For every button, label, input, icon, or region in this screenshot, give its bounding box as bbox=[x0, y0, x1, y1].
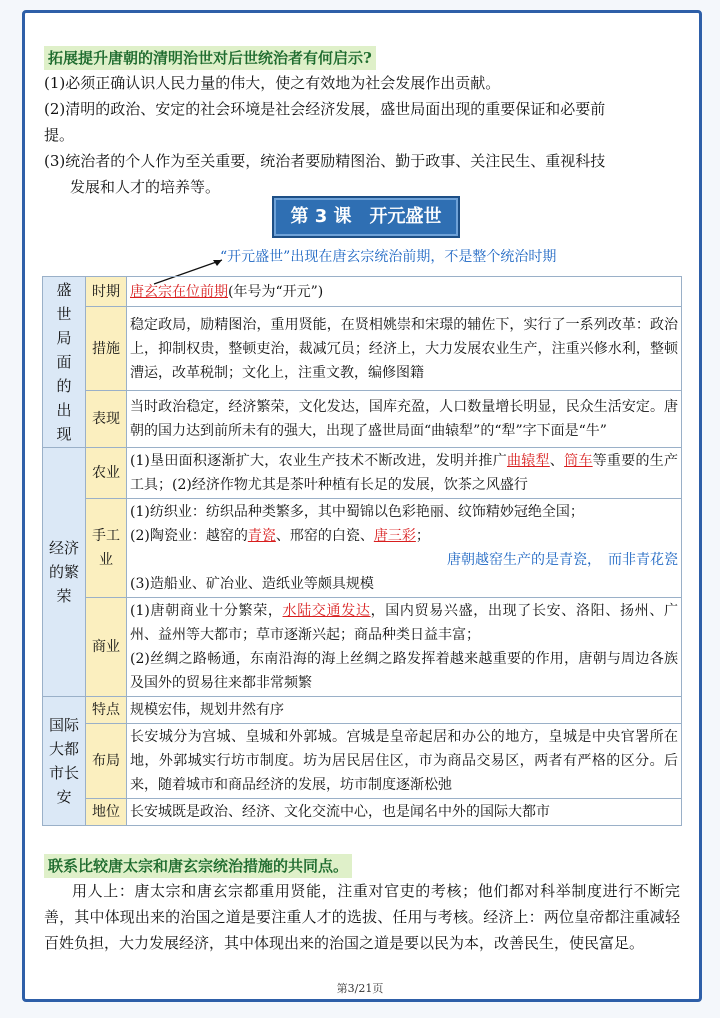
label-layout: 布局 bbox=[86, 724, 127, 799]
cell-feat: 规模宏伟，规划井然有序 bbox=[127, 697, 682, 724]
note-celadon: 唐朝越窑生产的是青瓷， 而非青花瓷 bbox=[447, 552, 678, 568]
row-agri bbox=[43, 448, 682, 499]
point-3: (3)统治者的个人作为至关重要，统治者要励精图治、勤于政事、关注民生、重视科技 bbox=[44, 152, 606, 170]
row-comm bbox=[43, 598, 682, 697]
cell-status: 长安城既是政治、经济、文化交流中心，也是闻名中外的国际大都市 bbox=[127, 799, 682, 826]
label-agri: 农业 bbox=[86, 448, 127, 499]
row-feat bbox=[43, 697, 682, 724]
red-transport: 水陆交通发达 bbox=[282, 603, 371, 619]
row-layout bbox=[43, 724, 682, 799]
cell-agri: (1)垦田面积逐渐扩大，农业生产技术不断改进，发明并推广曲辕犁、筒车等重要的生产工具；(2)经济作物尤其是茶叶种植有长足的发展，饮茶之风盛行 bbox=[127, 448, 682, 499]
cell-time: 唐玄宗在位前期(年号为“开元”) bbox=[127, 277, 682, 307]
point-3-cont: 发展和人才的培养等。 bbox=[70, 178, 221, 196]
row-show bbox=[43, 390, 682, 447]
cell-layout: 长安城分为宫城、皇城和外郭城。宫城是皇帝起居和办公的地方，皇城是中央官署所在地，外郭城实行坊市制度。坊为居民居住区，市为商品交易区，两者有严格的区分。后来，随着城市和商品经济的发展，坊市制度逐渐松弛 bbox=[127, 724, 682, 799]
point-2-cont: 提。 bbox=[44, 126, 75, 144]
note-kaiyuan-period: “开元盛世”出现在唐玄宗统治前期，不是整个统治时期 bbox=[220, 249, 557, 265]
row-measure bbox=[43, 307, 682, 391]
red-tangsancai: 唐三彩 bbox=[373, 528, 416, 544]
label-craft: 手工 业 bbox=[86, 499, 127, 598]
cell-craft: (1)纺织业：纺织品种类繁多，其中蜀锦以色彩艳丽、纹饰精妙冠绝全国； (2)陶瓷业：越窑的青瓷、邢窑的白瓷、唐三彩； 唐朝越窑生产的是青瓷， 而非青花瓷 (3)造船业、矿冶业、造纸业等颇具规模 bbox=[127, 499, 682, 598]
red-tongche: 筒车 bbox=[564, 453, 593, 469]
label-measure: 措施 bbox=[86, 307, 127, 391]
row-craft bbox=[43, 499, 682, 598]
red-qingci: 青瓷 bbox=[247, 528, 276, 544]
label-status: 地位 bbox=[86, 799, 127, 826]
page-number: 第3/21页 bbox=[336, 982, 384, 995]
kaiyuan-table bbox=[42, 276, 682, 826]
label-feat: 特点 bbox=[86, 697, 127, 724]
cell-measure: 稳定政局，励精图治，重用贤能，在贤相姚崇和宋璟的辅佐下，实行了一系列改革：政治上，抑制权贵，整顿吏治，裁减冗员；经济上，大力发展农业生产，注重兴修水利，整顿漕运，改革税制；文化上，注重文教，编修图籍 bbox=[127, 307, 682, 391]
lesson-title: 第 3 课 开元盛世 bbox=[272, 196, 460, 238]
row-time bbox=[43, 277, 682, 307]
label-time: 时期 bbox=[86, 277, 127, 307]
point-1: (1)必须正确认识人民力量的伟大，使之有效地为社会发展作出贡献。 bbox=[44, 74, 501, 92]
comparison-text: 用人上：唐太宗和唐玄宗都重用贤能，注重对官吏的考核；他们都对科举制度进行不断完善，其中体现出来的治国之道是要注重人才的选拔、任用与考核。经济上：两位皇帝都注重减轻百姓负担，大力发展经济，其中体现出来的治国之道是要以民为本，改善民生，使民富足。 bbox=[44, 882, 680, 952]
point-2: (2)清明的政治、安定的社会环境是社会经济发展，盛世局面出现的重要保证和必要前 bbox=[44, 100, 606, 118]
row-status bbox=[43, 799, 682, 826]
cell-show: 当时政治稳定，经济繁荣，文化发达，国库充盈，人口数量增长明显，民众生活安定。唐朝的国力达到前所未有的强大，出现了盛世局面“曲辕犁”的“犁”字下面是“牛” bbox=[127, 390, 682, 447]
section-title-comparison: 联系比较唐太宗和唐玄宗统治措施的共同点。 bbox=[44, 854, 352, 878]
label-comm: 商业 bbox=[86, 598, 127, 697]
red-xuanzong: 唐玄宗在位前期 bbox=[130, 283, 228, 300]
cat-changan: 国际 大都 市长 安 bbox=[43, 697, 86, 826]
cell-comm: (1)唐朝商业十分繁荣，水陆交通发达，国内贸易兴盛，出现了长安、洛阳、扬州、广州、益州等大都市；草市逐渐兴起；商品种类日益丰富； (2)丝绸之路畅通，东南沿海的海上丝绸之路发挥着越来越重要的作用，唐朝与周边各族及国外的贸易往来都非常频繁 bbox=[127, 598, 682, 697]
red-quyuanli: 曲辕犁 bbox=[506, 453, 550, 469]
cat-economy: 经济 的繁 荣 bbox=[43, 448, 86, 697]
cat-prosperity: 盛 世 局 面 的 出 现 bbox=[43, 277, 86, 448]
section-title-enlightenment: 拓展提升唐朝的清明治世对后世统治者有何启示? bbox=[44, 46, 376, 70]
label-show: 表现 bbox=[86, 390, 127, 447]
